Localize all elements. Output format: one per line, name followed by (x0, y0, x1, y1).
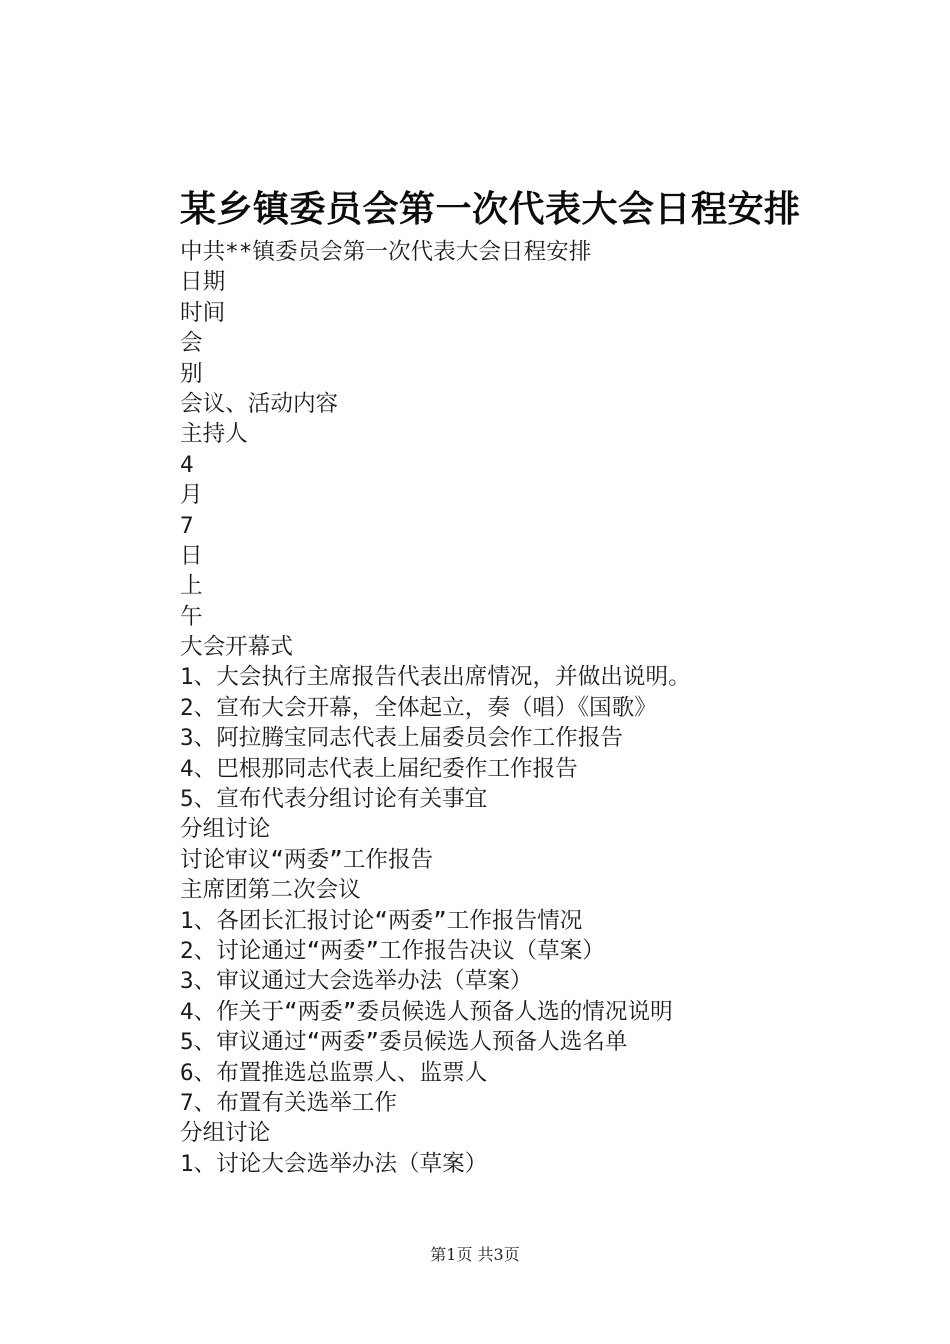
section-heading: 分组讨论 (180, 816, 271, 843)
agenda-item: 1、大会执行主席报告代表出席情况，并做出说明。 (180, 664, 691, 691)
document-subtitle: 中共**镇委员会第一次代表大会日程安排 (180, 239, 592, 265)
text-line: 日 (180, 542, 203, 569)
text-line: 主持人 (180, 421, 248, 448)
text-line: 会 (180, 330, 203, 357)
section-heading: 主席团第二次会议 (180, 877, 361, 904)
page-footer: 第1页 共3页 (430, 1245, 520, 1264)
text-line: 别 (180, 360, 203, 387)
agenda-item: 5、宣布代表分组讨论有关事宜 (180, 786, 488, 813)
agenda-item: 2、宣布大会开幕，全体起立，奏（唱）《国歌》 (180, 694, 657, 721)
agenda-item: 1、讨论大会选举办法（草案） (180, 1150, 488, 1177)
agenda-item: 3、审议通过大会选举办法（草案） (180, 968, 533, 995)
text-line: 午 (180, 603, 203, 630)
section-heading: 分组讨论 (180, 1120, 271, 1147)
agenda-item: 3、阿拉腾宝同志代表上届委员会作工作报告 (180, 725, 623, 752)
agenda-item: 4、巴根那同志代表上届纪委作工作报告 (180, 755, 578, 782)
document-body (180, 237, 880, 1179)
text-line: 4 (180, 451, 194, 478)
agenda-item: 5、审议通过“两委”委员候选人预备人选名单 (180, 1029, 628, 1056)
text-line: 7 (180, 512, 194, 539)
section-heading: 大会开幕式 (180, 634, 293, 661)
document-title: 某乡镇委员会第一次代表大会日程安排 (180, 188, 801, 230)
text-line: 月 (180, 482, 203, 509)
agenda-item: 7、布置有关选举工作 (180, 1089, 397, 1116)
text-line: 上 (180, 573, 203, 600)
agenda-item: 2、讨论通过“两委”工作报告决议（草案） (180, 937, 605, 964)
agenda-item: 6、布置推选总监票人、监票人 (180, 1059, 488, 1086)
agenda-item: 讨论审议“两委”工作报告 (180, 846, 434, 873)
agenda-item: 4、作关于“两委”委员候选人预备人选的情况说明 (180, 998, 673, 1025)
text-line: 日期 (180, 269, 226, 296)
text-line: 时间 (180, 299, 226, 326)
text-line: 会议、活动内容 (180, 390, 339, 417)
agenda-item: 1、各团长汇报讨论“两委”工作报告情况 (180, 907, 583, 934)
